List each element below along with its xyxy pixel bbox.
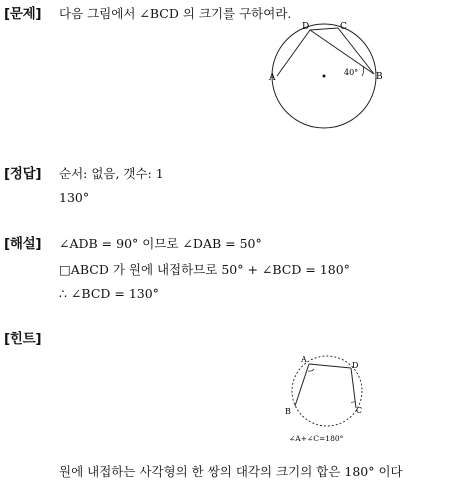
- hint-figure: [280, 350, 376, 446]
- solution-line-2: □ABCD 가 원에 내접하므로 50° + ∠BCD = 180°: [59, 262, 350, 277]
- hint-text: 원에 내접하는 사각형의 한 쌍의 대각의 크기의 합은 180° 이다: [59, 464, 403, 479]
- point-C-label: C: [340, 22, 347, 32]
- hint-point-B-label: B: [285, 407, 291, 416]
- problem-label: [문제]: [4, 6, 42, 22]
- solution-label: [해설]: [4, 236, 42, 252]
- hint-segment-AD: [309, 364, 351, 368]
- hint-point-A-label: A: [301, 355, 307, 364]
- problem-figure: [258, 18, 394, 136]
- answer-label: [정답]: [4, 166, 42, 182]
- hint-point-C-label: C: [356, 406, 363, 415]
- answer-line-2: 130°: [59, 190, 90, 205]
- problem-text: 다음 그림에서 ∠BCD 의 크기를 구하여라.: [59, 6, 292, 21]
- segment-AD: [277, 30, 310, 76]
- center-dot: [323, 75, 326, 78]
- hint-label: [힌트]: [4, 331, 42, 347]
- point-B-label: B: [376, 72, 383, 82]
- angle-40-label: 40°: [344, 68, 359, 77]
- solution-line-1: ∠ADB = 90° 이므로 ∠DAB = 50°: [59, 236, 262, 251]
- answer-line-1: 순서: 없음, 갯수: 1: [59, 166, 164, 181]
- point-A-label: A: [269, 73, 276, 83]
- hint-point-D-label: D: [352, 361, 359, 370]
- point-D-label: D: [302, 22, 310, 32]
- hint-angle-A-arc: [308, 369, 314, 371]
- segment-DB: [310, 30, 374, 74]
- hint-segment-BA: [295, 364, 309, 406]
- solution-line-3: ∴ ∠BCD = 130°: [59, 286, 159, 301]
- hint-caption: ∠A+∠C=180°: [289, 434, 344, 443]
- segment-DC: [310, 28, 338, 30]
